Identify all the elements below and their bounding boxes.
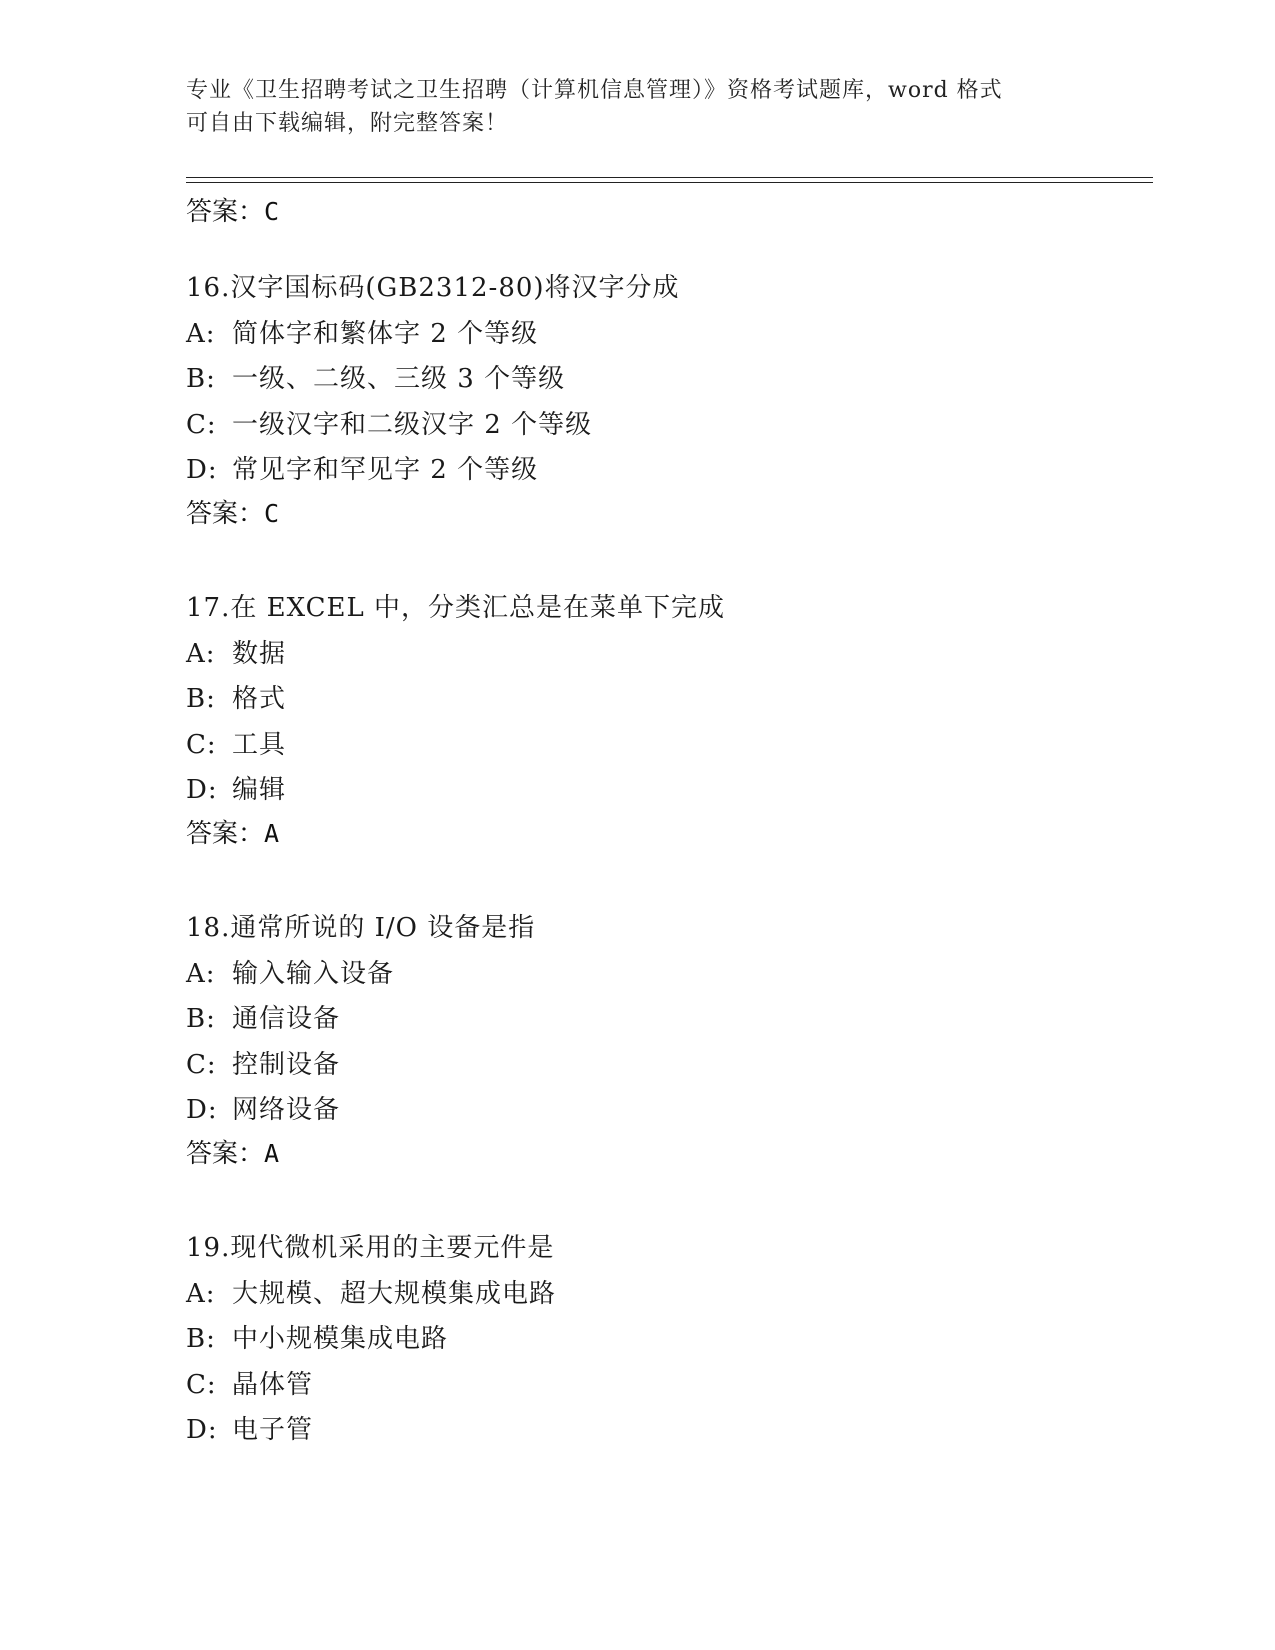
option-c <box>186 403 680 449</box>
option-text: 控制设备 <box>232 1049 341 1080</box>
option-key: C: <box>186 409 217 440</box>
answer-label: 答案： <box>186 1138 265 1169</box>
option-key: D: <box>186 1095 218 1125</box>
option-text: 一级、二级、三级 3 个等级 <box>232 364 566 394</box>
option-key: B: <box>186 1324 216 1354</box>
option-text: 编辑 <box>232 775 287 805</box>
option-text: 电子管 <box>232 1415 314 1445</box>
option-key: B: <box>186 1004 216 1034</box>
option-key: A: <box>186 318 216 349</box>
header-line-1: 专业《卫生招聘考试之卫生招聘（计算机信息管理）》资格考试题库，word 格式 <box>186 78 1003 103</box>
option-key: D: <box>186 775 218 805</box>
option-a <box>186 632 725 678</box>
option-key: A: <box>186 1278 216 1309</box>
question-answer <box>186 1134 535 1174</box>
option-d <box>186 1088 535 1134</box>
option-text: 格式 <box>232 684 287 714</box>
question-stem: 19.现代微机采用的主要元件是 <box>186 1233 555 1263</box>
option-text: 常见字和罕见字 2 个等级 <box>232 455 539 485</box>
option-text: 一级汉字和二级汉字 2 个等级 <box>232 409 593 440</box>
answer-label: 答案： <box>186 197 265 227</box>
option-key: C: <box>186 1369 217 1400</box>
question-answer <box>186 814 725 854</box>
option-text: 输入输入设备 <box>232 958 395 989</box>
previous-answer <box>186 192 279 232</box>
question-stem: 16.汉字国标码(GB2312-80)将汉字分成 <box>186 273 680 303</box>
option-key: A: <box>186 638 216 669</box>
option-key: B: <box>186 364 216 394</box>
question-18 <box>186 906 535 1174</box>
option-text: 工具 <box>232 729 287 760</box>
option-b <box>186 677 725 723</box>
option-text: 晶体管 <box>232 1369 314 1400</box>
question-19 <box>186 1226 556 1454</box>
option-key: D: <box>186 1415 218 1445</box>
option-c <box>186 1363 556 1409</box>
answer-value: A <box>264 1138 280 1168</box>
option-text: 大规模、超大规模集成电路 <box>232 1278 557 1309</box>
header-line-2: 可自由下载编辑，附完整答案！ <box>186 111 509 136</box>
answer-value: C <box>264 498 280 528</box>
option-d <box>186 1408 556 1454</box>
option-key: C: <box>186 1049 217 1080</box>
option-text: 通信设备 <box>232 1004 341 1034</box>
answer-label: 答案： <box>186 498 265 529</box>
header-divider-bottom <box>186 182 1153 183</box>
answer-value: C <box>264 197 280 226</box>
option-c <box>186 723 725 769</box>
option-text: 数据 <box>232 638 287 669</box>
question-16 <box>186 266 680 534</box>
option-b <box>186 357 680 403</box>
option-a <box>186 312 680 358</box>
option-key: B: <box>186 684 216 714</box>
option-key: C: <box>186 729 217 760</box>
option-key: D: <box>186 455 218 485</box>
option-text: 网络设备 <box>232 1095 341 1125</box>
option-b <box>186 997 535 1043</box>
option-a <box>186 1272 556 1318</box>
question-stem: 17.在 EXCEL 中，分类汇总是在菜单下完成 <box>186 593 726 623</box>
question-stem: 18.通常所说的 I/O 设备是指 <box>186 913 536 943</box>
option-c <box>186 1043 535 1089</box>
header-divider-top <box>186 177 1153 178</box>
option-b <box>186 1317 556 1363</box>
answer-value: A <box>264 818 280 848</box>
question-answer <box>186 494 680 534</box>
option-text: 中小规模集成电路 <box>232 1324 449 1354</box>
document-header <box>186 74 1086 140</box>
option-d <box>186 448 680 494</box>
answer-label: 答案： <box>186 818 265 849</box>
option-key: A: <box>186 958 216 989</box>
question-17 <box>186 586 725 854</box>
option-text: 简体字和繁体字 2 个等级 <box>232 318 539 349</box>
option-d <box>186 768 725 814</box>
option-a <box>186 952 535 998</box>
